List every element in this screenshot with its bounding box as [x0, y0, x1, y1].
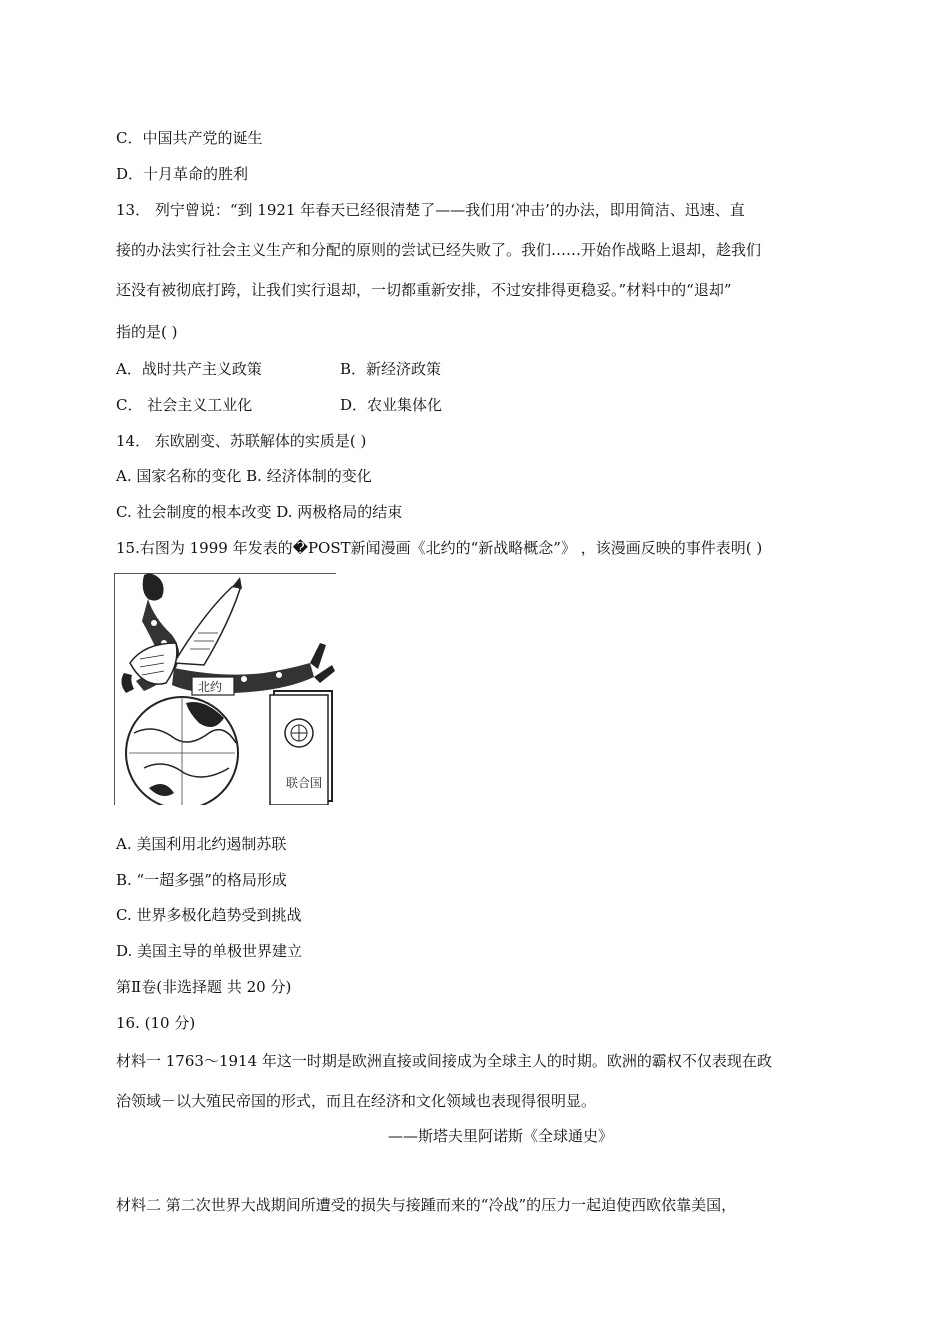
q15-option-d: D. 美国主导的单极世界建立	[116, 942, 303, 960]
q15-option-a: A. 美国利用北约遏制苏联	[116, 835, 287, 853]
q13-option-a: A．战时共产主义政策	[116, 360, 262, 378]
q16-material1-source: ——斯塔夫里阿诺斯《全球通史》	[388, 1127, 614, 1145]
q12-option-c: C．中国共产党的诞生	[116, 129, 263, 147]
q13-option-b: B．新经济政策	[340, 360, 442, 378]
un-book-label: 联合国	[286, 776, 323, 790]
q13-option-d: D．农业集体化	[340, 396, 443, 414]
q13-stem-line1: 13． 列宁曾说：“到 1921 年春天已经很清楚了——我们用‘冲击’的办法，即用简洁、迅速、直	[116, 201, 745, 219]
q14-stem: 14． 东欧剧变、苏联解体的实质是( )	[116, 432, 367, 450]
q13-stem-line4: 指的是( )	[116, 323, 178, 341]
q12-option-d: D．十月革命的胜利	[116, 165, 249, 183]
section2-title: 第Ⅱ卷(非选择题 共 20 分)	[116, 978, 292, 996]
q16-material1-line1: 材料一 1763～1914 年这一时期是欧洲直接或间接成为全球主人的时期。欧洲的霸权不仅表现在政	[116, 1052, 772, 1070]
q13-stem-line2: 接的办法实行社会主义生产和分配的原则的尝试已经失败了。我们……开始作战略上退却，趁我们	[116, 241, 762, 259]
q16-material1-line2: 治领域－以大殖民帝国的形式，而且在经济和文化领域也表现得很明显。	[116, 1092, 597, 1110]
q14-options-ab: A. 国家名称的变化 B. 经济体制的变化	[116, 467, 372, 485]
nato-cartoon-drawing	[114, 573, 338, 805]
nato-label: 北约	[198, 680, 223, 694]
q13-stem-line3: 还没有被彻底打跨，让我们实行退却，一切都重新安排，不过安排得更稳妥。”材料中的“退却”	[116, 281, 732, 299]
q16-stem: 16. (10 分)	[116, 1014, 196, 1032]
q13-option-c: C． 社会主义工业化	[116, 396, 253, 414]
q15-option-b: B. “一超多强”的格局形成	[116, 871, 287, 889]
q15-option-c: C. 世界多极化趋势受到挑战	[116, 906, 302, 924]
q15-stem: 15.右图为 1999 年发表的�POST新闻漫画《北约的“新战略概念”》 ，该漫画反映的事件表明( )	[116, 539, 763, 557]
q14-options-cd: C. 社会制度的根本改变 D. 两极格局的结束	[116, 503, 403, 521]
q16-material2-line1: 材料二 第二次世界大战期间所遭受的损失与接踵而来的“冷战”的压力一起迫使西欧依靠美国，	[116, 1196, 737, 1214]
nato-cartoon	[114, 573, 338, 805]
